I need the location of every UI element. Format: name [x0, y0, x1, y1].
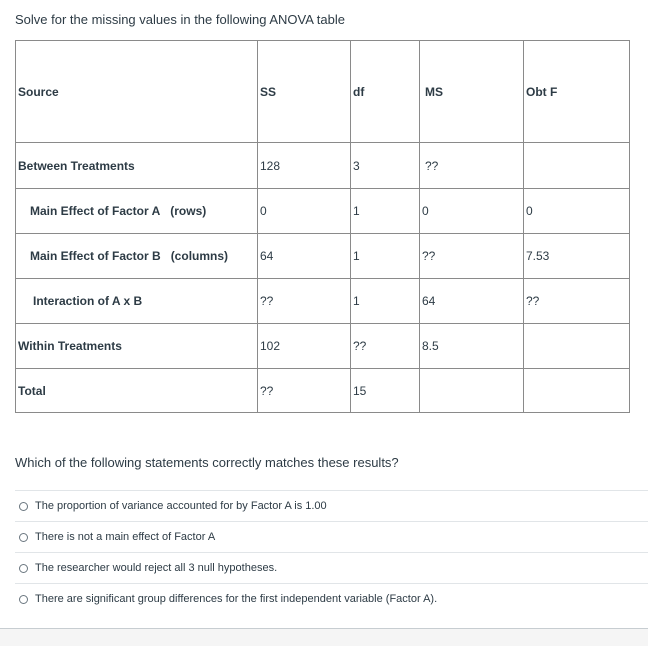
cell-df: 3	[351, 143, 420, 189]
cell-df: 1	[351, 234, 420, 279]
cell-source	[16, 234, 258, 279]
cell-df: 1	[351, 279, 420, 324]
radio-button[interactable]	[19, 502, 28, 511]
cell-ms: 8.5	[420, 324, 524, 369]
answer-label[interactable]: The proportion of variance accounted for by Factor A is 1.00	[35, 500, 327, 512]
cell-obt-f	[524, 324, 630, 369]
header-df: df	[351, 41, 420, 143]
question-text: Which of the following statements correctly matches these results?	[15, 455, 399, 470]
cell-obt-f	[524, 143, 630, 189]
cell-source: Interaction of A x B	[16, 279, 258, 324]
cell-ms: 64	[420, 279, 524, 324]
source-note: (rows)	[170, 204, 207, 218]
answer-label[interactable]: The researcher would reject all 3 null hypotheses.	[35, 562, 278, 574]
answer-label[interactable]: There is not a main effect of Factor A	[35, 531, 216, 543]
cell-obt-f	[524, 369, 630, 413]
answer-option[interactable]	[15, 521, 648, 552]
header-ms: MS	[420, 41, 524, 143]
source-label: Main Effect of Factor A	[30, 204, 161, 218]
header-source: Source	[16, 41, 258, 143]
cell-source: Total	[16, 369, 258, 413]
source-label: Main Effect of Factor B	[30, 249, 161, 263]
answer-list	[15, 490, 648, 614]
cell-source: Between Treatments	[16, 143, 258, 189]
radio-button[interactable]	[19, 595, 28, 604]
table-row-within	[16, 324, 630, 369]
cell-ss: 102	[258, 324, 351, 369]
table-row-factor-b	[16, 234, 630, 279]
anova-table	[15, 40, 630, 413]
question-prompt: Solve for the missing values in the following ANOVA table	[15, 12, 345, 27]
answer-option[interactable]	[15, 490, 648, 521]
header-obt-f: Obt F	[524, 41, 630, 143]
cell-ms: ??	[420, 234, 524, 279]
cell-ss: ??	[258, 369, 351, 413]
cell-df: 15	[351, 369, 420, 413]
cell-ss: 128	[258, 143, 351, 189]
bottom-divider-bar	[0, 628, 648, 646]
cell-ms	[420, 369, 524, 413]
table-row-total	[16, 369, 630, 413]
source-note: (columns)	[170, 249, 229, 263]
radio-button[interactable]	[19, 533, 28, 542]
table-row-interaction	[16, 279, 630, 324]
answer-label[interactable]: There are significant group differences for the first independent variable (Factor A).	[35, 593, 438, 605]
cell-ms: ??	[420, 143, 524, 189]
cell-obt-f: 7.53	[524, 234, 630, 279]
answer-option[interactable]	[15, 552, 648, 583]
cell-df: ??	[351, 324, 420, 369]
cell-ms: 0	[420, 189, 524, 234]
cell-ss: ??	[258, 279, 351, 324]
table-header-row	[16, 41, 630, 143]
table-row-between	[16, 143, 630, 189]
cell-obt-f: 0	[524, 189, 630, 234]
table-row-factor-a	[16, 189, 630, 234]
header-ss: SS	[258, 41, 351, 143]
cell-source	[16, 189, 258, 234]
cell-obt-f: ??	[524, 279, 630, 324]
radio-button[interactable]	[19, 564, 28, 573]
cell-ss: 64	[258, 234, 351, 279]
cell-df: 1	[351, 189, 420, 234]
answer-option[interactable]	[15, 583, 648, 614]
cell-ss: 0	[258, 189, 351, 234]
cell-source: Within Treatments	[16, 324, 258, 369]
